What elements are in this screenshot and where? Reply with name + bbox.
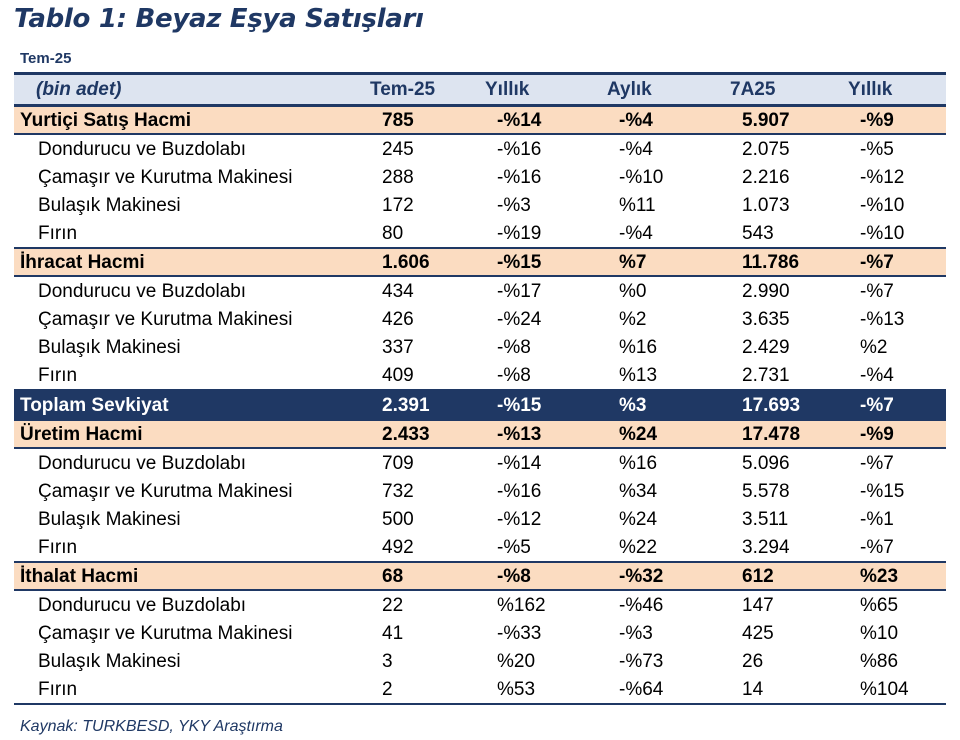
section-row-production bbox=[14, 420, 946, 448]
column-header: Yıllık bbox=[848, 74, 946, 106]
cell: -%7 bbox=[860, 452, 894, 474]
cell: 426 bbox=[382, 308, 414, 330]
table-row bbox=[14, 361, 946, 390]
cell: 732 bbox=[382, 480, 414, 502]
section-value: -%8 bbox=[485, 562, 607, 590]
section-value: 5.907 bbox=[730, 106, 848, 135]
cell: -%7 bbox=[860, 280, 894, 302]
cell: -%4 bbox=[619, 138, 653, 160]
cell: 709 bbox=[382, 452, 414, 474]
section-value: -%14 bbox=[485, 106, 607, 135]
cell: %11 bbox=[619, 194, 656, 216]
total-value: 2.391 bbox=[370, 390, 485, 420]
cell: -%10 bbox=[860, 194, 905, 216]
cell: 1.073 bbox=[742, 194, 790, 216]
table-row bbox=[14, 533, 946, 562]
table-row bbox=[14, 647, 946, 675]
section-value: %7 bbox=[607, 248, 730, 276]
cell: -%12 bbox=[860, 166, 905, 188]
section-value: -%7 bbox=[848, 248, 946, 276]
cell: -%7 bbox=[860, 536, 894, 558]
table-row bbox=[14, 448, 946, 477]
section-label: Yurtiçi Satış Hacmi bbox=[14, 106, 370, 135]
section-row-export bbox=[14, 248, 946, 276]
total-value: -%7 bbox=[848, 390, 946, 420]
row-label: Bulaşık Makinesi bbox=[38, 650, 181, 672]
cell: 2 bbox=[370, 675, 485, 704]
cell: -%33 bbox=[497, 622, 542, 644]
cell: %16 bbox=[619, 336, 658, 358]
column-header: Aylık bbox=[607, 74, 730, 106]
row-label: Bulaşık Makinesi bbox=[38, 336, 181, 358]
cell: -%24 bbox=[497, 308, 542, 330]
cell: -%73 bbox=[619, 650, 664, 672]
row-label: Dondurucu ve Buzdolabı bbox=[38, 280, 247, 302]
cell: %104 bbox=[848, 675, 946, 704]
table-title: Tablo 1: Beyaz Eşya Satışları bbox=[14, 4, 424, 34]
cell: 3.635 bbox=[742, 308, 790, 330]
cell: %10 bbox=[860, 622, 899, 644]
cell: 492 bbox=[382, 536, 414, 558]
cell: -%46 bbox=[619, 594, 664, 616]
table-row bbox=[14, 505, 946, 533]
cell: 2.216 bbox=[742, 166, 790, 188]
row-label: Dondurucu ve Buzdolabı bbox=[38, 138, 247, 160]
cell: 3.294 bbox=[742, 536, 790, 558]
row-label: Bulaşık Makinesi bbox=[38, 508, 181, 530]
cell: 5.578 bbox=[742, 480, 790, 502]
total-value: 17.693 bbox=[730, 390, 848, 420]
cell: -%3 bbox=[619, 622, 653, 644]
cell: -%3 bbox=[497, 194, 531, 216]
source-note: Kaynak: TURKBESD, YKY Araştırma bbox=[20, 718, 283, 735]
row-label: Dondurucu ve Buzdolabı bbox=[38, 594, 247, 616]
section-row-domestic bbox=[14, 106, 946, 135]
table-row bbox=[14, 675, 946, 704]
row-label: Çamaşır ve Kurutma Makinesi bbox=[38, 622, 293, 644]
section-value: 785 bbox=[370, 106, 485, 135]
cell: %2 bbox=[860, 336, 888, 358]
cell: %0 bbox=[619, 280, 647, 302]
cell: %86 bbox=[860, 650, 899, 672]
cell: -%15 bbox=[860, 480, 905, 502]
section-value: -%4 bbox=[607, 106, 730, 135]
cell: 2.990 bbox=[742, 280, 790, 302]
cell: -%19 bbox=[497, 222, 542, 244]
row-label: Çamaşır ve Kurutma Makinesi bbox=[38, 308, 293, 330]
total-value: -%15 bbox=[485, 390, 607, 420]
section-label: İhracat Hacmi bbox=[14, 248, 370, 276]
section-label: Üretim Hacmi bbox=[14, 420, 370, 448]
cell: -%10 bbox=[860, 222, 905, 244]
table-row bbox=[14, 276, 946, 305]
cell: 245 bbox=[382, 138, 414, 160]
cell: 434 bbox=[382, 280, 414, 302]
cell: 288 bbox=[382, 166, 414, 188]
cell: 14 bbox=[730, 675, 848, 704]
table-row bbox=[14, 191, 946, 219]
section-value: 1.606 bbox=[370, 248, 485, 276]
table-row bbox=[14, 333, 946, 361]
row-label: Dondurucu ve Buzdolabı bbox=[38, 452, 247, 474]
cell: -%8 bbox=[497, 364, 531, 386]
cell: -%14 bbox=[497, 452, 542, 474]
cell: 500 bbox=[382, 508, 414, 530]
section-value: -%9 bbox=[848, 106, 946, 135]
row-label: Fırın bbox=[38, 222, 78, 244]
cell: -%8 bbox=[497, 336, 531, 358]
cell: %24 bbox=[619, 508, 658, 530]
section-value: 11.786 bbox=[730, 248, 848, 276]
cell: -%4 bbox=[619, 222, 653, 244]
row-label: Fırın bbox=[14, 675, 370, 704]
cell: 41 bbox=[382, 622, 404, 644]
section-value: -%15 bbox=[485, 248, 607, 276]
period-label: Tem-25 bbox=[20, 50, 72, 67]
cell: %16 bbox=[619, 452, 658, 474]
total-row bbox=[14, 390, 946, 420]
section-value: 68 bbox=[370, 562, 485, 590]
cell: -%10 bbox=[619, 166, 664, 188]
cell: %13 bbox=[619, 364, 658, 386]
cell: -%1 bbox=[860, 508, 894, 530]
table-row bbox=[14, 134, 946, 163]
section-value: -%13 bbox=[485, 420, 607, 448]
total-label: Toplam Sevkiyat bbox=[14, 390, 370, 420]
cell: 543 bbox=[742, 222, 774, 244]
cell: 5.096 bbox=[742, 452, 790, 474]
header-row bbox=[14, 74, 946, 106]
section-value: 2.433 bbox=[370, 420, 485, 448]
cell: 80 bbox=[382, 222, 404, 244]
cell: 3 bbox=[382, 650, 393, 672]
cell: -%5 bbox=[497, 536, 531, 558]
column-header: 7A25 bbox=[730, 74, 848, 106]
cell: %162 bbox=[497, 594, 546, 616]
cell: -%17 bbox=[497, 280, 542, 302]
section-value: %24 bbox=[607, 420, 730, 448]
row-label: Fırın bbox=[38, 536, 78, 558]
section-label: İthalat Hacmi bbox=[14, 562, 370, 590]
cell: -%16 bbox=[497, 138, 542, 160]
cell: -%16 bbox=[497, 166, 542, 188]
cell: 425 bbox=[742, 622, 774, 644]
cell: 22 bbox=[382, 594, 404, 616]
cell: 172 bbox=[382, 194, 414, 216]
table-row bbox=[14, 619, 946, 647]
cell: 2.075 bbox=[742, 138, 790, 160]
row-label: Çamaşır ve Kurutma Makinesi bbox=[38, 166, 293, 188]
row-label: Fırın bbox=[38, 364, 78, 386]
column-header: Yıllık bbox=[485, 74, 607, 106]
section-value: -%9 bbox=[848, 420, 946, 448]
table-row bbox=[14, 163, 946, 191]
cell: %2 bbox=[619, 308, 647, 330]
table-row bbox=[14, 305, 946, 333]
cell: -%64 bbox=[607, 675, 730, 704]
row-label: Çamaşır ve Kurutma Makinesi bbox=[38, 480, 293, 502]
cell: %34 bbox=[619, 480, 658, 502]
cell: %20 bbox=[497, 650, 536, 672]
table-row bbox=[14, 477, 946, 505]
cell: 409 bbox=[382, 364, 414, 386]
section-value: -%32 bbox=[607, 562, 730, 590]
table-row bbox=[14, 590, 946, 619]
cell: 2.429 bbox=[742, 336, 790, 358]
section-row-import bbox=[14, 562, 946, 590]
total-value: %3 bbox=[607, 390, 730, 420]
cell: 3.511 bbox=[742, 508, 789, 530]
column-header: Tem-25 bbox=[370, 74, 485, 106]
section-value: %23 bbox=[848, 562, 946, 590]
cell: 2.731 bbox=[742, 364, 790, 386]
cell: -%5 bbox=[860, 138, 894, 160]
cell: %65 bbox=[860, 594, 899, 616]
cell: 337 bbox=[382, 336, 414, 358]
sales-table bbox=[14, 72, 946, 705]
unit-label: (bin adet) bbox=[14, 74, 370, 106]
cell: -%4 bbox=[860, 364, 894, 386]
cell: %22 bbox=[619, 536, 658, 558]
cell: 147 bbox=[742, 594, 774, 616]
section-value: 612 bbox=[730, 562, 848, 590]
table-row bbox=[14, 219, 946, 248]
section-value: 17.478 bbox=[730, 420, 848, 448]
cell: -%12 bbox=[497, 508, 542, 530]
cell: -%16 bbox=[497, 480, 542, 502]
cell: -%13 bbox=[860, 308, 905, 330]
cell: 26 bbox=[742, 650, 764, 672]
cell: %53 bbox=[485, 675, 607, 704]
row-label: Bulaşık Makinesi bbox=[38, 194, 181, 216]
